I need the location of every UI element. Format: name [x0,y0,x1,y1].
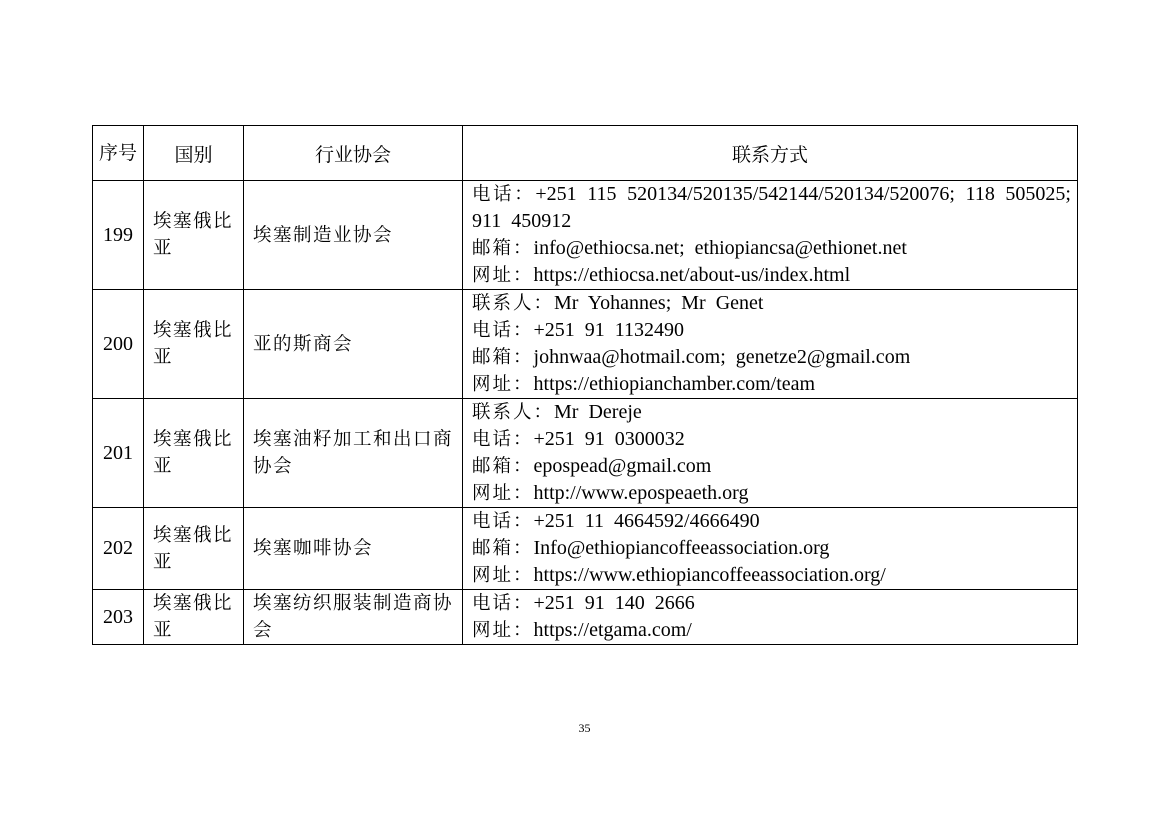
cell-contact [463,290,1078,399]
contact-label: 邮箱： [472,238,534,259]
contact-line [472,399,1071,426]
header-country: 国别 [144,126,244,181]
contact-label: 电话： [472,429,534,450]
header-contact: 联系方式 [463,126,1078,181]
contact-line [472,426,1071,453]
cell-country: 埃塞俄比亚 [144,508,244,590]
header-no: 序号 [93,126,144,181]
cell-contact [463,508,1078,590]
contact-line [472,590,1071,617]
cell-country: 埃塞俄比亚 [144,290,244,399]
contact-label: 网址： [472,374,534,395]
table-row [93,590,1078,645]
contact-label: 电话： [472,593,534,614]
contact-line [472,480,1071,507]
cell-no: 203 [93,590,144,645]
contact-line [472,562,1071,589]
cell-association: 埃塞纺织服装制造商协会 [244,590,463,645]
cell-contact [463,399,1078,508]
table-row [93,181,1078,290]
contact-value: https://ethiopianchamber.com/team [533,373,816,395]
table-row [93,399,1078,508]
contact-label: 邮箱： [472,347,534,368]
contact-line [472,317,1071,344]
contact-label: 电话： [472,511,534,532]
contact-label: 邮箱： [472,538,534,559]
cell-country: 埃塞俄比亚 [144,399,244,508]
contact-label: 网址： [472,620,534,641]
contact-label: 电话： [472,320,534,341]
cell-no: 202 [93,508,144,590]
contact-value: johnwaa@hotmail.com; genetze2@gmail.com [533,346,911,368]
header-association: 行业协会 [244,126,463,181]
cell-contact [463,590,1078,645]
contact-label: 电话： [472,184,536,205]
contact-line [472,290,1071,317]
contact-value: Mr Dereje [554,401,642,423]
contact-value: https://ethiocsa.net/about-us/index.html [533,264,851,286]
contact-value: +251 91 1132490 [533,319,685,341]
cell-association: 埃塞油籽加工和出口商协会 [244,399,463,508]
contact-label: 邮箱： [472,456,534,477]
cell-no: 200 [93,290,144,399]
contact-line [472,617,1071,644]
table-row [93,290,1078,399]
contact-value: https://www.ethiopiancoffeeassociation.org/ [533,564,886,586]
cell-country: 埃塞俄比亚 [144,590,244,645]
contact-line [472,371,1071,398]
contact-line [472,508,1071,535]
contact-value: http://www.epospeaeth.org [533,482,749,504]
table-row [93,508,1078,590]
page-number: 35 [578,721,591,735]
contact-label: 联系人： [472,293,555,314]
contact-value: +251 115 520134/520135/542144/520134/520076; 118 505025; 911 450912 [472,183,1071,232]
cell-no: 201 [93,399,144,508]
contact-label: 网址： [472,565,534,586]
contact-line [472,535,1071,562]
contact-line [472,181,1071,235]
contact-label: 网址： [472,265,534,286]
contact-value: info@ethiocsa.net; ethiopiancsa@ethionet.net [533,237,907,259]
contact-line [472,262,1071,289]
contact-line [472,453,1071,480]
contact-value: Mr Yohannes; Mr Genet [554,292,764,314]
contact-line [472,344,1071,371]
contact-value: https://etgama.com/ [533,619,692,641]
contact-label: 网址： [472,483,534,504]
cell-contact [463,181,1078,290]
contact-label: 联系人： [472,402,555,423]
contact-value: +251 11 4664592/4666490 [533,510,760,532]
cell-country: 埃塞俄比亚 [144,181,244,290]
contact-value: +251 91 140 2666 [533,592,695,614]
contact-value: +251 91 0300032 [533,428,685,450]
cell-association: 埃塞咖啡协会 [244,508,463,590]
cell-no: 199 [93,181,144,290]
cell-association: 埃塞制造业协会 [244,181,463,290]
contact-value: Info@ethiopiancoffeeassociation.org [533,537,830,559]
contact-line [472,235,1071,262]
contact-value: epospead@gmail.com [533,455,712,477]
association-table [92,125,1078,645]
table-header-row [93,126,1078,181]
cell-association: 亚的斯商会 [244,290,463,399]
